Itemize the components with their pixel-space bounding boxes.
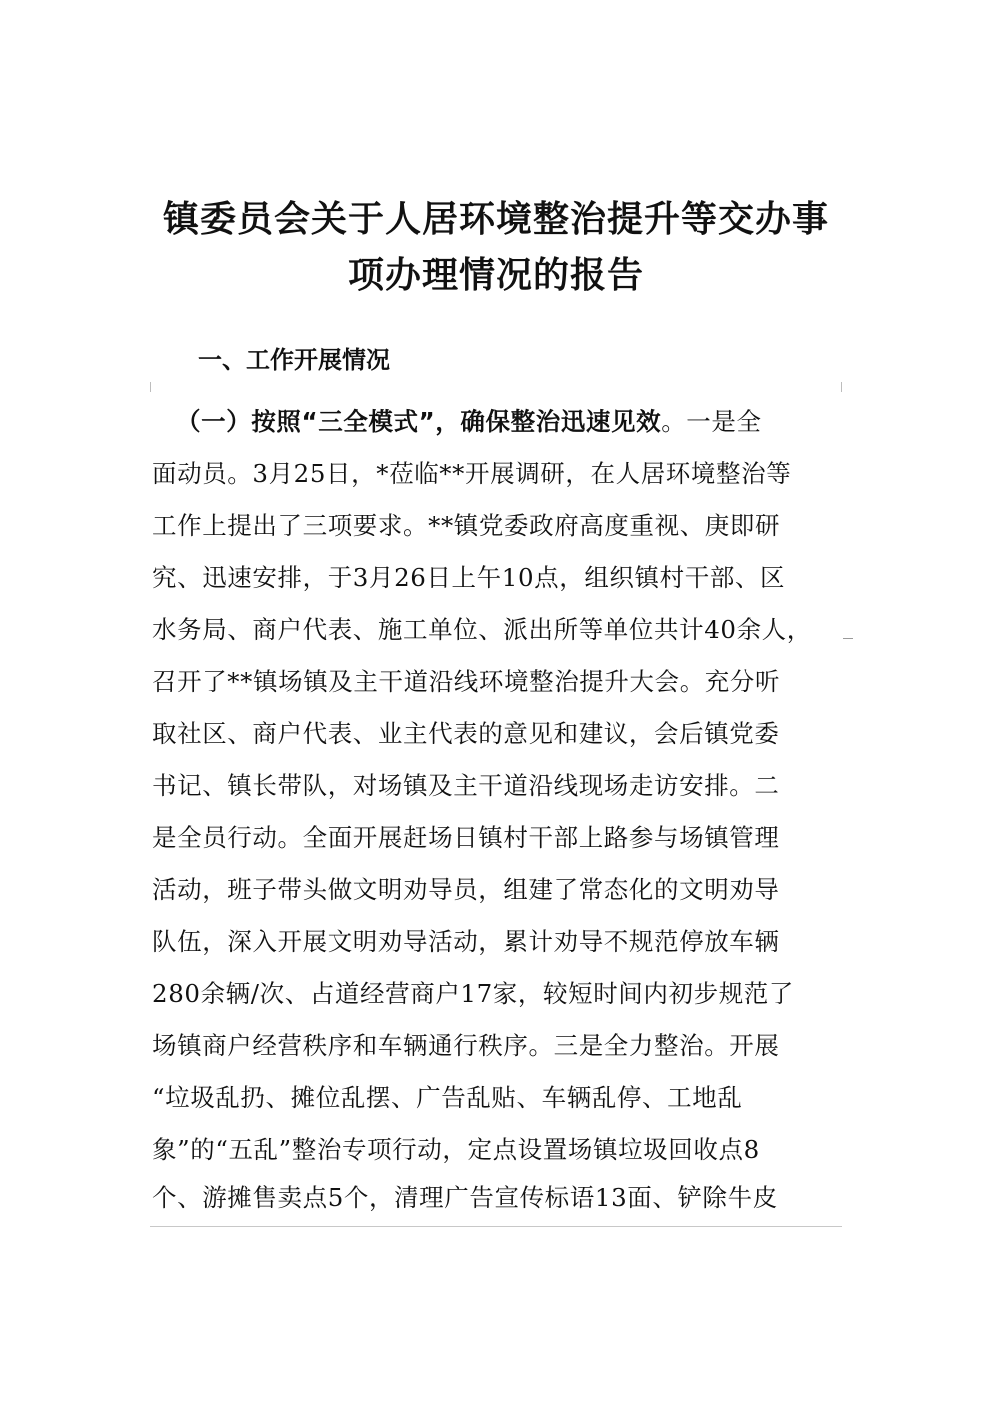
paragraph-bold-lead: （一）按照“三全模式”，确保整治迅速见效 — [176, 407, 662, 436]
section-heading: 一、工作开展情况 — [198, 346, 390, 374]
paragraph-line: 场镇商户经营秩序和车辆通行秩序。三是全力整治。开展 — [152, 1031, 780, 1060]
document-title-line-1: 镇委员会关于人居环境整治提升等交办事 — [162, 199, 829, 240]
paragraph-line: 工作上提出了三项要求。**镇党委政府高度重视、庚即研 — [152, 511, 781, 540]
paragraph-line: 面动员。3月25日，*莅临**开展调研，在人居环境整治等 — [152, 459, 792, 488]
left-margin-mark — [150, 382, 151, 392]
paragraph-line: 究、迅速安排，于3月26日上午10点，组织镇村干部、区 — [152, 563, 786, 592]
paragraph-line — [176, 396, 876, 448]
paragraph-line-text: 。一是全 — [661, 407, 762, 436]
paragraph-line: 队伍，深入开展文明劝导活动，累计劝导不规范停放车辆 — [152, 927, 780, 956]
page-bottom-divider — [150, 1226, 842, 1227]
paragraph-line: 召开了**镇场镇及主干道沿线环境整治提升大会。充分听 — [152, 667, 781, 696]
paragraph-line: 取社区、商户代表、业主代表的意见和建议，会后镇党委 — [152, 719, 780, 748]
right-margin-mark — [841, 382, 842, 392]
paragraph-line: 水务局、商户代表、施工单位、派出所等单位共计40余人， — [152, 615, 812, 644]
paragraph-line: 活动，班子带头做文明劝导员，组建了常态化的文明劝导 — [152, 875, 780, 904]
document-title-line-2: 项办理情况的报告 — [347, 255, 644, 296]
paragraph-line: 象”的“五乱”整治专项行动，定点设置场镇垃圾回收点8 — [152, 1135, 760, 1164]
paragraph-line: 280余辆/次、占道经营商户17家，较短时间内初步规范了 — [152, 979, 794, 1008]
paragraph-line: 是全员行动。全面开展赶场日镇村干部上路参与场镇管理 — [152, 823, 780, 852]
paragraph-line: “垃圾乱扔、摊位乱摆、广告乱贴、车辆乱停、工地乱 — [152, 1083, 743, 1112]
paragraph-line: 个、游摊售卖点5个，清理广告宣传标语13面、铲除牛皮 — [152, 1183, 778, 1212]
paragraph-line: 书记、镇长带队，对场镇及主干道沿线现场走访安排。二 — [152, 771, 780, 800]
